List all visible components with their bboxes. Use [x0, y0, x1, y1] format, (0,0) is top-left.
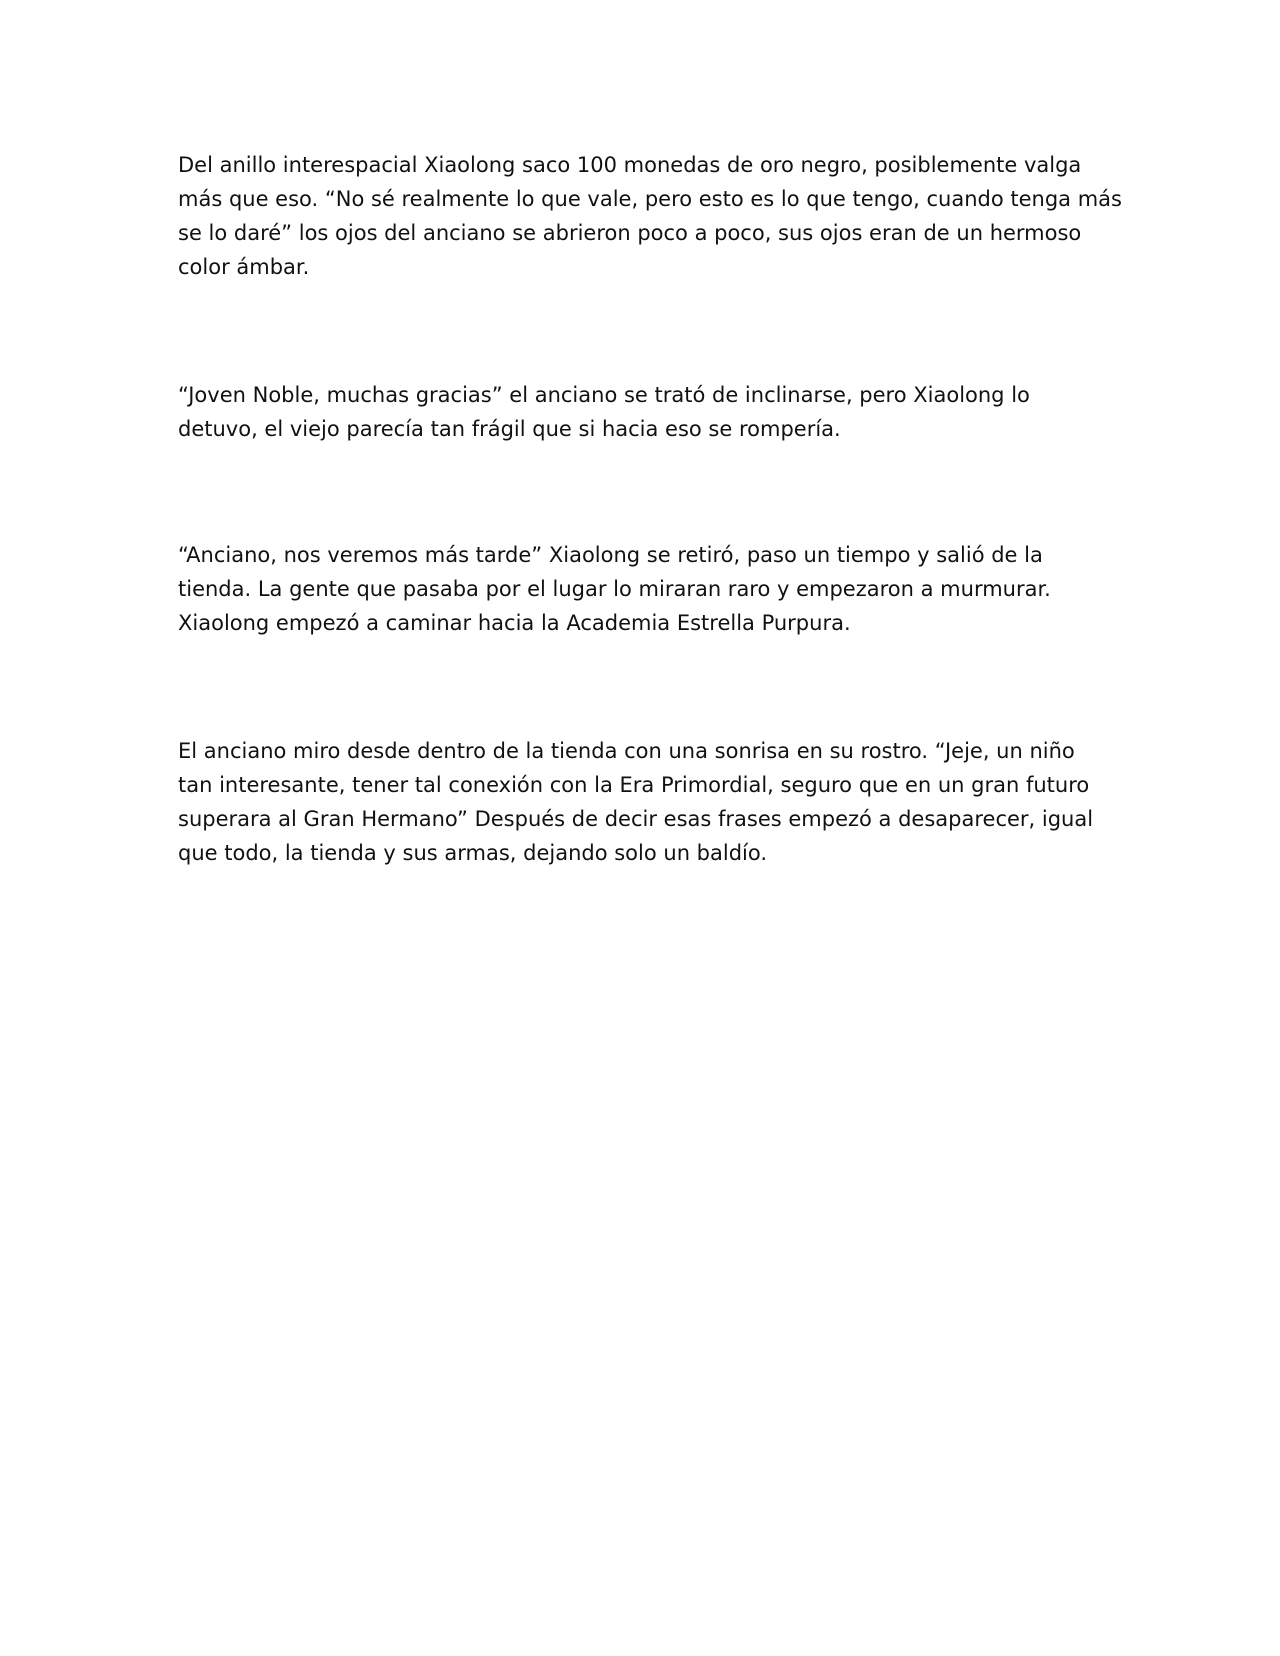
paragraph-4-line-3: superara al Gran Hermano” Después de decir esas frases empezó a desaparecer, igual — [178, 807, 1094, 831]
paragraph-3-line-1: “Anciano, nos veremos más tarde” Xiaolong se retiró, paso un tiempo y salió de la — [178, 543, 1043, 567]
paragraph-1-line-3: se lo daré” los ojos del anciano se abrieron poco a poco, sus ojos eran de un hermoso — [178, 221, 1082, 245]
paragraph-3-line-3: Xiaolong empezó a caminar hacia la Academia Estrella Purpura. — [178, 611, 851, 635]
paragraph-2-line-1: “Joven Noble, muchas gracias” el anciano se trató de inclinarse, pero Xiaolong lo — [178, 383, 1030, 407]
paragraph-1 — [178, 148, 1122, 284]
paragraph-3 — [178, 538, 1103, 640]
paragraph-1-line-2: más que eso. “No sé realmente lo que vale, pero esto es lo que tengo, cuando tenga más — [178, 187, 1122, 211]
paragraph-1-line-1: Del anillo interespacial Xiaolong saco 100 monedas de oro negro, posiblemente valga — [178, 153, 1082, 177]
paragraph-3-line-2: tienda. La gente que pasaba por el lugar lo miraran raro y empezaron a murmurar. — [178, 577, 1051, 601]
paragraph-4-line-4: que todo, la tienda y sus armas, dejando solo un baldío. — [178, 841, 768, 865]
paragraph-4-line-1: El anciano miro desde dentro de la tienda con una sonrisa en su rostro. “Jeje, un niño — [178, 739, 1075, 763]
paragraph-4 — [178, 734, 1103, 870]
paragraph-1-line-4: color ámbar. — [178, 255, 310, 279]
paragraph-4-line-2: tan interesante, tener tal conexión con la Era Primordial, seguro que en un gran futuro — [178, 773, 1090, 797]
paragraph-2 — [178, 378, 1103, 446]
paragraph-2-line-2: detuvo, el viejo parecía tan frágil que si hacia eso se rompería. — [178, 417, 841, 441]
